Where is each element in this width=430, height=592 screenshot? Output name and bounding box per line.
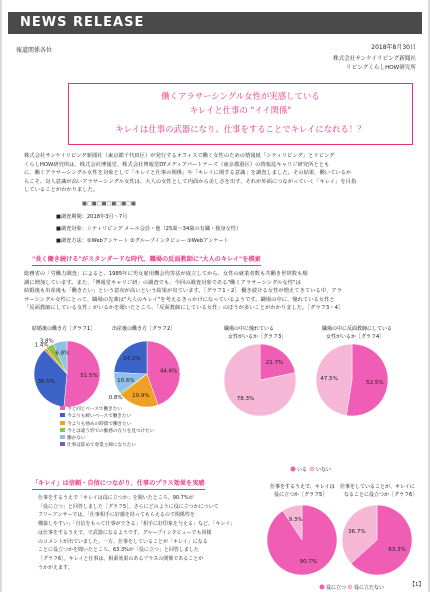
chart5-value-label: 9.3% (288, 516, 303, 523)
charts-row1 (2, 318, 428, 480)
chart3-value-label: 78.3% (236, 395, 255, 402)
legend-item: 今とは違う形での勤務の在りを見つけたい (60, 428, 154, 435)
legend-no-swatch (310, 467, 315, 472)
intro-line: に、働くアラサーシングル女性を対象として「キレイと仕事の関係」や「キレイに関する意識」を調査しました。その結果、働いているか (24, 170, 352, 177)
section1-line: 調に増加しています。また、「博報堂キャリジ研」の調査でも、今回の調査対象である"働くアラサーシングル女性"は (24, 279, 301, 286)
recipient: 報道関係各位 (16, 47, 53, 54)
release-date: 2018年8月30日 (371, 44, 416, 51)
legend-56 (320, 584, 385, 591)
chart6-title-line2: なることに役立つか［グラフ6］ (344, 492, 418, 498)
section2-line: 仕事をするうえで「キレイは役に立つか」を聞いたところ、90.7%が (38, 495, 194, 501)
chart1-value-label: 36.5% (37, 379, 55, 386)
chart1-title: 結婚後の働き方［グラフ1］ (32, 326, 96, 332)
legend-item: 働かない (60, 435, 154, 442)
legend-12 (60, 406, 154, 450)
chart2-title: 出産後の働き方［グラフ2］ (112, 326, 176, 332)
chart3-title-line1: 職場の中に憧れている (224, 326, 275, 332)
chart2-value-label: 44.6% (159, 368, 178, 375)
intro-line: 株式会社サンケイリビング新聞社（東京都千代田区）が発行するオフィスで働く女性のための情報紙「シティリビング」とリビング (24, 153, 335, 159)
legend-item: 今よりも緩いペースで働きたい (60, 413, 154, 420)
legend56-yes: 役に立つ (326, 585, 347, 591)
section2-line: ［グラフ6］。キレイと仕事は、相乗効果のあるプラスの関係であることが (38, 555, 204, 562)
chart2-pie (109, 341, 180, 407)
chart1-pie (34, 339, 100, 407)
legend56-no: 役に立たない (354, 585, 385, 591)
survey-divider: ■□■□■□■□■□■ (82, 201, 136, 207)
section2-line: 「役に立つ」と回答しました［グラフ5］。さらにどのように役に立つかについて (38, 503, 219, 510)
charts-row2 (2, 480, 428, 592)
section1-paragraph (24, 270, 416, 313)
chart4-value-label: 52.5% (366, 379, 384, 386)
legend-34 (291, 466, 332, 473)
headline-line1: 働くアラサーシングル女性が実感している (161, 91, 320, 101)
chart6-value-label: 36.7% (348, 529, 366, 536)
section2-line: ことに役立つかを聞いたところ、63.3%が「役に立つ」と回答しました (38, 547, 199, 554)
chart6-value-label: 63.3% (388, 546, 406, 553)
headline-box (68, 83, 413, 145)
intro-line: らこそ、対人意識が高いアラサーシングル女性は、大人の女性として内面から美しさを出す、それが外面につながっていく「キレイ」を目指 (24, 178, 357, 185)
news-release-banner (8, 12, 422, 34)
legend-yes-swatch (291, 467, 296, 472)
section2-line: うかがえます。 (38, 564, 73, 571)
chart3-value-label: 21.7% (265, 360, 284, 367)
headline-line3: キレイは仕事の武器になり、仕事をすることでキレイになれる！？ (115, 124, 366, 134)
survey-subject: ■調査対象：シティリビング メール会員・他（25歳～34歳の有職・独身女性） (56, 226, 242, 232)
chart5-title-line1: 仕事をするうえで、キレイは (270, 484, 335, 490)
section1-heading: "長く働き続ける"がスタンダードな時代、職場の反面教師に"大人のキレイ"を模索 (32, 254, 261, 266)
section2-heading: 「キレイ」は信頼・自信につながり、仕事のプラス効果を実感 (32, 478, 205, 490)
section1-line: 総務省の「労働力調査」によると、1985年に男女雇用機会均等法が成立してから、女性の就業者数も共働き世帯数も順 (24, 271, 308, 277)
legend-item: 今と同じペースで働きたい (60, 406, 154, 413)
section1-line: 結婚後も出産後も「働きたい」という意向が高いという結果が出ています。［グラフ1・2］ 働き続ける女性が増えてきている中、アラ (24, 288, 342, 295)
intro-paragraph (24, 152, 416, 195)
lab-name: リビングくらしHOW研究所 (346, 65, 416, 71)
chart4-title-line2: 女性がいるか［グラフ4］ (326, 334, 385, 340)
chart5-pie (267, 505, 337, 575)
chart1-value-label: 6.8% (55, 350, 70, 357)
banner-title: NEWS RELEASE (20, 15, 145, 30)
legend-no: いない (316, 467, 332, 473)
intro-line: くらしHOW研究所は、株式会社博報堂、株式会社博報堂DYメディアパートナーズ（東京都港区）の情報誌キャリジ研究所ととも (24, 161, 330, 168)
section1-line: 「反面教師にしている女性」がいるかを聞いたところ、「反面教師にしている女性」のほうが多いことがわかりました。［グラフ3・4］ (24, 305, 344, 312)
survey-method: ■調査方法：①Webアンケート ②グループインタビュー ③Webアンケート (56, 238, 229, 244)
chart4-pie (316, 344, 388, 416)
section2-line: 構築しやすい」「自信をもって仕事ができる」「相手に好印象を与える」など、「キレイ」 (38, 521, 236, 528)
legend56-no-swatch (348, 585, 353, 590)
legend-item: 今よりも強めの時間で働きたい (60, 421, 154, 428)
chart5-title-line2: 役に立つか［グラフ5］ (274, 492, 328, 498)
company-name: 株式会社サンケイリビング新聞社 (332, 56, 416, 62)
chart2-value-label: 0.8% (108, 395, 123, 402)
chart1-value-label: 1.4% (34, 342, 49, 349)
chart4-title-line1: 職場の中に反面教師にしている (322, 326, 393, 332)
intro-line: していることがわかりました。 (24, 187, 99, 194)
chart6-pie (342, 505, 412, 575)
chart3-title-line2: 女性がいるか［グラフ3］ (228, 334, 287, 340)
chart1-value-label: 3.8% (39, 338, 54, 345)
survey-period: ■調査期間：2018年3月～7月 (56, 214, 128, 220)
section2-line: のコメントが出ていました。一方、仕事をしていることが「キレイ」になる (38, 538, 208, 545)
chart4-value-label: 47.5% (320, 376, 338, 383)
page-number: 【1】 (409, 582, 424, 588)
chart6-title-line1: 仕事をしていることが、キレイに (340, 484, 415, 490)
document-page (2, 0, 428, 592)
section2-line: フリーアンサーでは、「仕事相手に好感を持ってもらえるので関係性を (38, 512, 195, 519)
chart3-pie (224, 344, 296, 416)
headline-line2: キレイと仕事の "イイ関係" (189, 105, 292, 115)
legend-yes: いる (297, 467, 308, 473)
chart1-value-label: 51.5% (80, 373, 98, 380)
section1-line: サーシングル女性にとって、職場の先輩は"大人のキレイ"を考えるきっかけになっているようです。職場の中に、憧れている女性と (24, 296, 335, 303)
chart2-value-label: 19.9% (132, 393, 150, 400)
chart2-value-label: 24.2% (123, 356, 141, 363)
chart2-value-label: 10.6% (117, 378, 135, 385)
legend56-yes-swatch (320, 585, 325, 590)
legend-item: 仕事は辞めて専業主婦になりたい (60, 442, 154, 449)
section2-line: は仕事をするうえで、で武器になるようです。グループインタビューでも同様 (38, 529, 212, 536)
chart5-value-label: 90.7% (299, 559, 318, 566)
